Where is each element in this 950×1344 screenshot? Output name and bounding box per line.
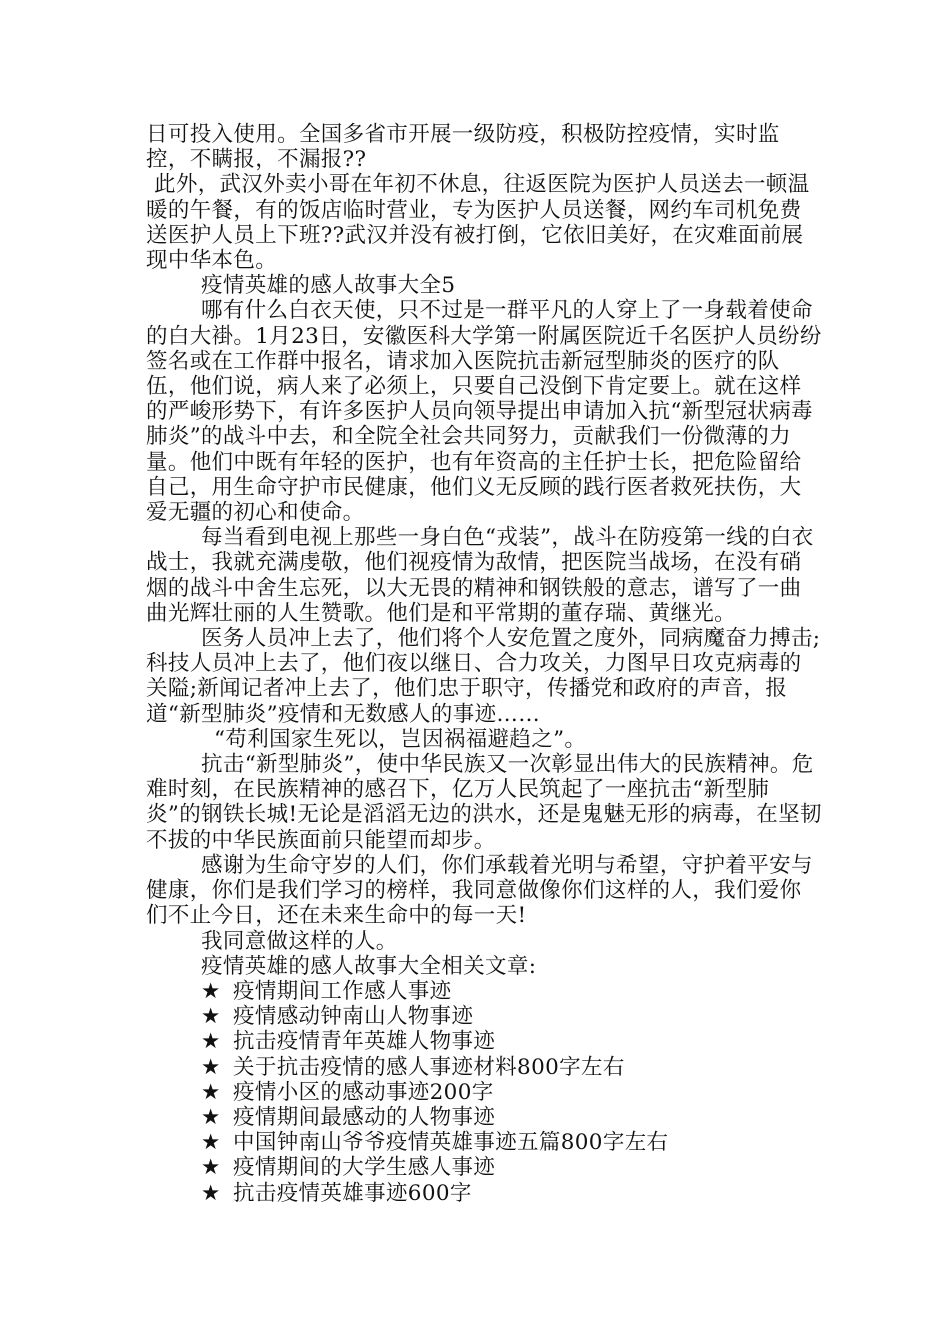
related-article-title: 疫情期间工作感人事迹 bbox=[233, 978, 452, 1004]
paragraph-wuhan: 此外，武汉外卖小哥在年初不休息，往返医院为医护人员送去一顿温暖的午餐，有的饭店临时营业，专为医护人员送餐，网约车司机免费送医护人员上下班??武汉并没有被打倒，它依旧美好，在灾难面前展现中华本色。 bbox=[146, 172, 810, 274]
related-article-title: 疫情感动钟南山人物事迹 bbox=[233, 1004, 474, 1030]
related-article-title: 关于抗击疫情的感人事迹材料800字左右 bbox=[233, 1054, 625, 1080]
related-article-link[interactable] bbox=[201, 1055, 822, 1080]
paragraph-closing: 我同意做这样的人。 bbox=[201, 928, 398, 954]
document-body bbox=[146, 122, 822, 1206]
star-icon: ★ bbox=[201, 1029, 221, 1055]
section-heading: 疫情英雄的感人故事大全5 bbox=[201, 273, 456, 299]
related-article-link[interactable] bbox=[201, 1181, 822, 1206]
quote-line: “苟利国家生死以，岂因祸福避趋之”。 bbox=[214, 726, 587, 752]
star-icon: ★ bbox=[201, 1180, 221, 1206]
related-article-title: 中国钟南山爷爷疫情英雄事迹五篇800字左右 bbox=[233, 1130, 669, 1156]
paragraph-angels: 哪有什么白衣天使，只不过是一群平凡的人穿上了一身载着使命的白大褂。1月23日，安徽医科大学第一附属医院近千名医护人员纷纷签名或在工作群中报名，请求加入医院抗击新冠型肺炎的医疗的队伍，他们说，病人来了必须上，只要自己没倒下肯定要上。就在这样的严峻形势下，有许多医护人员向领导提出申请加入抗“新型冠状病毒肺炎”的战斗中去，和全院全社会共同努力，贡献我们一份微薄的力量。他们中既有年轻的医护，也有年资高的主任护士长，把危险留给自己，用生命守护市民健康，他们义无反顾的践行医者救死扶伤，大爱无疆的初心和使命。 bbox=[146, 298, 822, 526]
related-articles-list bbox=[146, 979, 822, 1206]
related-article-link[interactable] bbox=[201, 1130, 822, 1155]
star-icon: ★ bbox=[201, 1104, 221, 1130]
star-icon: ★ bbox=[201, 1054, 221, 1080]
related-article-link[interactable] bbox=[201, 1155, 822, 1180]
related-article-link[interactable] bbox=[201, 1029, 822, 1054]
related-article-link[interactable] bbox=[201, 1105, 822, 1130]
related-article-title: 疫情期间最感动的人物事迹 bbox=[233, 1104, 496, 1130]
related-article-link[interactable] bbox=[201, 1080, 822, 1105]
paragraph-thanks: 感谢为生命守岁的人们，你们承载着光明与希望，守护着平安与健康，你们是我们学习的榜样，我同意做像你们这样的人，我们爱你们不止今日，还在未来生命中的每一天! bbox=[146, 852, 813, 929]
related-article-link[interactable] bbox=[201, 1004, 822, 1029]
related-articles-heading: 疫情英雄的感人故事大全相关文章: bbox=[201, 953, 537, 979]
related-article-title: 疫情期间的大学生感人事迹 bbox=[233, 1155, 496, 1181]
related-article-title: 抗击疫情青年英雄人物事迹 bbox=[233, 1029, 496, 1055]
star-icon: ★ bbox=[201, 1130, 221, 1156]
star-icon: ★ bbox=[201, 978, 221, 1004]
paragraph-national-spirit: 抗击“新型肺炎”，使中华民族又一次彰显出伟大的民族精神。危难时刻，在民族精神的感召下，亿万人民筑起了一座抗击“新型肺炎”的钢铁长城!无论是滔滔无边的洪水，还是鬼魅无形的病毒，在坚韧不拔的中华民族面前只能望而却步。 bbox=[146, 752, 822, 853]
paragraph-continued: 日可投入使用。全国多省市开展一级防疫，积极防控疫情，实时监控，不瞒报，不漏报?? bbox=[146, 122, 780, 173]
star-icon: ★ bbox=[201, 1155, 221, 1181]
star-icon: ★ bbox=[201, 1079, 221, 1105]
related-article-title: 抗击疫情英雄事迹600字 bbox=[233, 1180, 472, 1206]
star-icon: ★ bbox=[201, 1004, 221, 1030]
paragraph-frontline: 医务人员冲上去了，他们将个人安危置之度外，同病魔奋力搏击;科技人员冲上去了，他们夜以继日、合力攻关，力图早日攻克病毒的关隘;新闻记者冲上去了，他们忠于职守，传播党和政府的声音，报道“新型肺炎”疫情和无数感人的事迹…… bbox=[146, 626, 821, 727]
related-article-link[interactable] bbox=[201, 979, 822, 1004]
related-article-title: 疫情小区的感动事迹200字 bbox=[233, 1079, 494, 1105]
paragraph-warriors: 每当看到电视上那些一身白色“戎装”，战斗在防疫第一线的白衣战士，我就充满虔敬，他们视疫情为敌情，把医院当战场，在没有硝烟的战斗中舍生忘死，以大无畏的精神和钢铁般的意志，谱写了一曲曲光辉壮丽的人生赞歌。他们是和平常期的董存瑞、黄继光。 bbox=[146, 525, 814, 626]
